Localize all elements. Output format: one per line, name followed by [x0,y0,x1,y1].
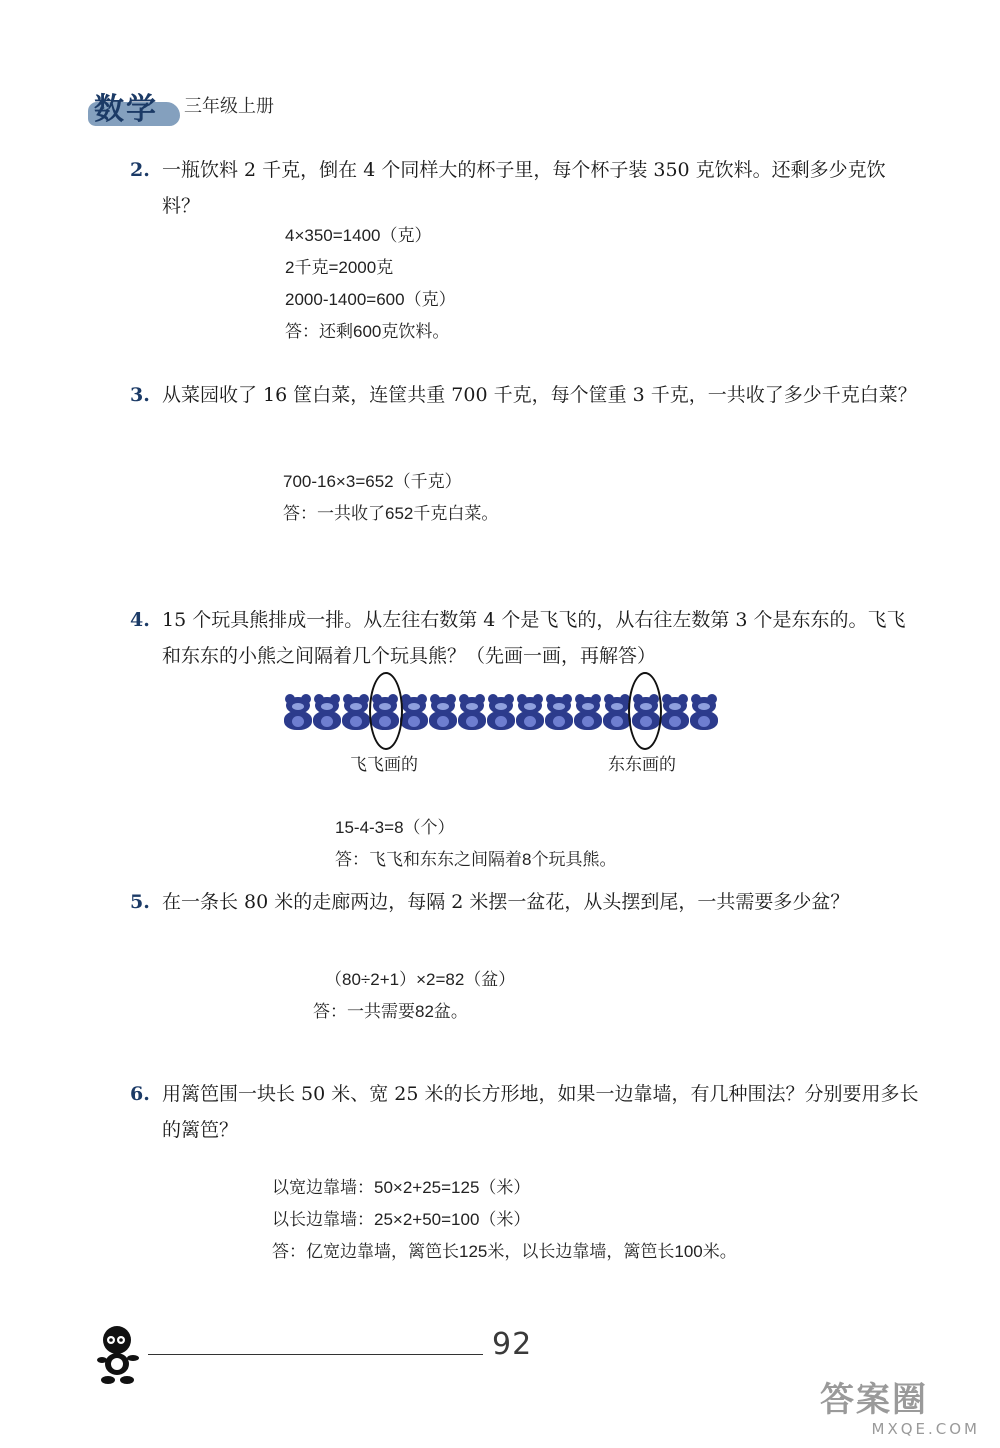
question-2 [130,152,920,224]
label-feifei: 飞飞画的 [350,755,418,774]
toy-bear-5 [399,694,429,730]
answer-line: 15-4-3=8（个） [335,818,455,837]
question-6 [130,1076,920,1148]
answer-line: 以宽边靠墙：50×2+25=125（米） [272,1178,531,1197]
toy-bear-6 [428,694,458,730]
page-number: 92 [492,1327,533,1362]
answer-line: 4×350=1400（克） [285,226,432,245]
toy-bear-2 [312,694,342,730]
answer-3 [283,466,498,530]
toy-bear-7 [457,694,487,730]
question-number: 6. [130,1083,150,1105]
question-text: 在一条长 80 米的走廊两边，每隔 2 米摆一盆花，从头摆到尾，一共需要多少盆？ [162,891,850,913]
answer-line: 答：亿宽边靠墙，篱笆长125米，以长边靠墙，篱笆长100米。 [272,1242,737,1261]
toy-bear-14 [660,694,690,730]
circle-mark-dongdong [628,672,662,750]
question-text: 15 个玩具熊排成一排。从左往右数第 4 个是飞飞的，从右往左数第 3 个是东东的。飞飞和东东的小熊之间隔着几个玩具熊？（先画一画，再解答） [162,609,906,667]
label-dongdong: 东东画的 [608,755,676,774]
answer-line: 2000-1400=600（克） [285,290,456,309]
answer-line: 答：一共需要82盆。 [313,1002,468,1021]
answer-4 [335,812,616,876]
answer-2 [285,220,456,348]
toy-bear-8 [486,694,516,730]
watermark-logo [820,1380,990,1444]
answer-6 [272,1172,737,1268]
question-text: 一瓶饮料 2 千克，倒在 4 个同样大的杯子里，每个杯子装 350 克饮料。还剩多少克饮料？ [162,159,886,217]
answer-line: 答：还剩600克饮料。 [285,322,450,341]
question-3 [130,377,920,413]
answer-line: 700-16×3=652（千克） [283,472,462,491]
toy-bear-11 [573,694,603,730]
question-number: 5. [130,891,150,913]
answer-line: 2千克=2000克 [285,258,394,277]
question-5 [130,884,920,920]
footer-rule [148,1354,483,1355]
page-header [88,84,348,132]
watermark-text: 答案圈 [820,1380,928,1420]
question-text: 从菜园收了 16 筐白菜，连筐共重 700 千克，每个筐重 3 千克，一共收了多少千克白菜？ [162,384,917,406]
toy-bear-10 [544,694,574,730]
answer-line: 答：飞飞和东东之间隔着8个玩具熊。 [335,850,617,869]
answer-5 [313,964,516,1028]
question-number: 3. [130,384,150,406]
question-text: 用篱笆围一块长 50 米、宽 25 米的长方形地，如果一边靠墙，有几种围法？分别要用多长的篱笆？ [162,1083,919,1141]
question-number: 2. [130,159,150,181]
toy-bear-1 [283,694,313,730]
toy-bear-3 [341,694,371,730]
answer-line: （80÷2+1）×2=82（盆） [325,970,516,989]
circle-mark-feifei [369,672,403,750]
question-number: 4. [130,609,150,631]
question-4 [130,602,920,674]
watermark-url: MXQE.COM [871,1420,980,1438]
mascot-icon [90,1322,144,1386]
answer-line: 答：一共收了652千克白菜。 [283,504,499,523]
answer-line: 以长边靠墙：25×2+50=100（米） [272,1210,531,1229]
toy-bear-9 [515,694,545,730]
subject-title: 数学 [94,92,158,127]
grade-label: 三年级上册 [184,96,274,117]
toy-bear-15 [689,694,719,730]
